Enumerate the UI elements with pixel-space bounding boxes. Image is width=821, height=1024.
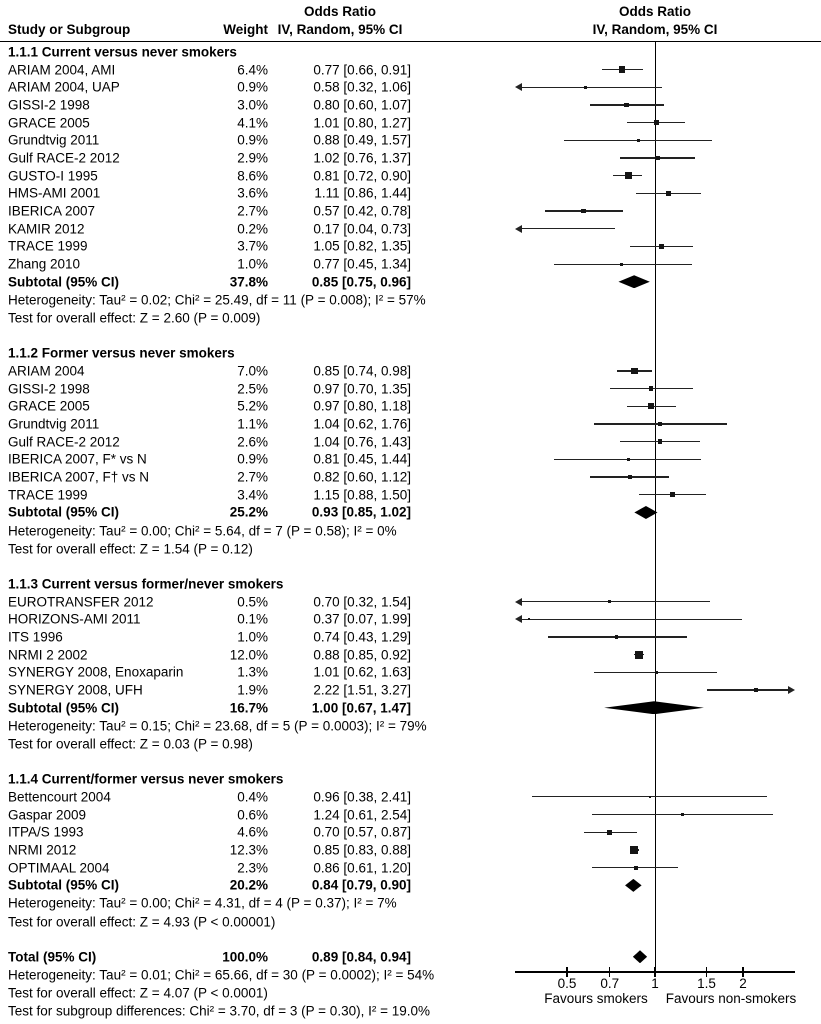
effect-estimate-marker [584, 86, 587, 89]
axis-tick-label: 0.5 [557, 975, 577, 991]
effect-estimate-marker [658, 422, 661, 425]
study-name: IBERICA 2007, F* vs N [8, 451, 147, 467]
study-weight: 1.1% [237, 416, 268, 432]
study-weight: 12.3% [229, 842, 268, 858]
study-name: GRACE 2005 [8, 398, 90, 414]
study-name: ITS 1996 [8, 629, 63, 645]
effect-estimate-marker [681, 813, 684, 816]
col-header-weight: Weight [223, 22, 268, 37]
subtotal-weight: 20.2% [229, 877, 268, 893]
study-name: SYNERGY 2008, Enoxaparin [8, 664, 184, 680]
study-weight: 3.6% [237, 185, 268, 201]
heterogeneity-row [0, 717, 821, 736]
effect-estimate-marker [619, 66, 625, 72]
study-name: KAMIR 2012 [8, 221, 85, 237]
study-weight: 0.9% [237, 132, 268, 148]
effect-estimate-marker [528, 618, 530, 620]
study-row [0, 806, 821, 824]
subtotal-ci: 0.93 [0.85, 1.02] [311, 504, 411, 520]
section-heading: 1.1.4 Current/former versus never smokers [8, 771, 284, 787]
study-row [0, 681, 821, 699]
col-header-study: Study or Subgroup [8, 22, 131, 37]
study-row [0, 96, 821, 114]
study-row [0, 646, 821, 664]
study-ci: 0.80 [0.60, 1.07] [313, 97, 411, 113]
study-ci: 1.02 [0.76, 1.37] [313, 150, 411, 166]
subtotal-row [0, 699, 821, 717]
section-heading-row [0, 43, 821, 61]
effect-estimate-marker [658, 439, 662, 443]
effect-estimate-marker [659, 244, 664, 249]
study-name: Grundtvig 2011 [8, 132, 100, 148]
study-weight: 1.0% [237, 256, 268, 272]
study-weight: 2.5% [237, 381, 268, 397]
subtotal-weight: 25.2% [229, 504, 268, 520]
effect-estimate-marker [627, 458, 630, 461]
subtotal-row [0, 273, 821, 291]
axis-tick-label: 2 [739, 975, 747, 991]
section-gap [0, 753, 821, 771]
study-row [0, 255, 821, 273]
section-heading: 1.1.1 Current versus never smokers [8, 44, 237, 60]
col-header-ci-left: IV, Random, 95% CI [277, 22, 403, 37]
study-row [0, 593, 821, 611]
study-weight: 4.6% [237, 824, 268, 840]
study-row [0, 220, 821, 238]
section-gap [0, 327, 821, 345]
total-label: Total (95% CI) [8, 949, 97, 965]
heterogeneity-note: Heterogeneity: Tau² = 0.15; Chi² = 23.68, df = 5 (P = 0.0003); I² = 79% [8, 718, 427, 734]
study-name: HORIZONS-AMI 2011 [8, 611, 141, 627]
study-row [0, 451, 821, 469]
study-ci: 1.01 [0.80, 1.27] [313, 115, 411, 131]
heterogeneity-note: Heterogeneity: Tau² = 0.02; Chi² = 25.49, df = 11 (P = 0.008); I² = 57% [8, 292, 426, 308]
study-ci: 0.86 [0.61, 1.20] [313, 860, 411, 876]
total-weight: 100.0% [222, 949, 268, 965]
ci-arrow-left [515, 225, 522, 233]
subtotal-diamond [625, 879, 642, 892]
study-weight: 1.0% [237, 629, 268, 645]
study-row [0, 628, 821, 646]
study-row [0, 664, 821, 682]
overall-effect-row [0, 735, 821, 753]
study-row [0, 823, 821, 841]
study-row [0, 238, 821, 256]
total-heterogeneity-row [0, 966, 821, 985]
heterogeneity-note: Heterogeneity: Tau² = 0.00; Chi² = 5.64, df = 7 (P = 0.58); I² = 0% [8, 523, 397, 539]
study-ci: 0.96 [0.38, 2.41] [313, 789, 411, 805]
study-ci: 0.85 [0.74, 0.98] [313, 363, 411, 379]
study-ci: 1.11 [0.86, 1.44] [314, 185, 411, 201]
study-row [0, 841, 821, 859]
study-ci: 1.05 [0.82, 1.35] [313, 238, 411, 254]
study-row [0, 610, 821, 628]
favours-smokers-label: Favours smokers [544, 991, 648, 1006]
effect-estimate-marker [655, 156, 660, 161]
study-name: Gulf RACE-2 2012 [8, 150, 120, 166]
effect-estimate-marker [634, 866, 638, 870]
subtotal-diamond [604, 701, 704, 714]
effect-estimate-marker [648, 403, 654, 409]
ci-arrow-left [515, 598, 522, 606]
heterogeneity-note: Heterogeneity: Tau² = 0.00; Chi² = 4.31, df = 4 (P = 0.37); I² = 7% [8, 895, 397, 911]
overall-effect-note: Test for overall effect: Z = 1.54 (P = 0.12) [8, 541, 253, 557]
study-weight: 0.6% [237, 807, 268, 823]
study-ci: 1.24 [0.61, 2.54] [313, 807, 411, 823]
study-row [0, 397, 821, 415]
study-name: IBERICA 2007, F† vs N [8, 469, 150, 485]
study-name: NRMI 2012 [8, 842, 77, 858]
subtotal-ci: 0.84 [0.79, 0.90] [311, 877, 411, 893]
study-name: IBERICA 2007 [8, 203, 96, 219]
ci-line [522, 87, 662, 88]
study-weight: 0.2% [237, 221, 268, 237]
study-name: TRACE 1999 [8, 238, 88, 254]
plot-header-ci: IV, Random, 95% CI [592, 22, 718, 37]
col-header-odds-ratio-left: Odds Ratio [303, 4, 376, 19]
section-heading: 1.1.2 Former versus never smokers [8, 345, 235, 361]
effect-estimate-marker [607, 830, 612, 835]
study-weight: 8.6% [237, 168, 268, 184]
study-name: GRACE 2005 [8, 115, 90, 131]
total-diamond [633, 950, 647, 963]
study-ci: 0.77 [0.66, 0.91] [313, 62, 411, 78]
effect-estimate-marker [637, 139, 640, 142]
overall-effect-note: Test for overall effect: Z = 4.07 (P < 0.0001) [8, 985, 268, 1001]
ci-arrow-right [788, 686, 795, 694]
study-weight: 2.7% [237, 469, 268, 485]
effect-estimate-marker [631, 368, 637, 374]
section-heading-row [0, 344, 821, 362]
subtotal-weight: 16.7% [229, 700, 268, 716]
section-heading-row [0, 575, 821, 593]
overall-effect-note: Test for overall effect: Z = 2.60 (P = 0.009) [8, 310, 261, 326]
study-row [0, 114, 821, 132]
study-ci: 0.97 [0.70, 1.35] [313, 381, 411, 397]
study-row [0, 78, 821, 96]
subtotal-label: Subtotal (95% CI) [8, 877, 120, 893]
ci-line [522, 228, 615, 229]
favours-non-smokers-label: Favours non-smokers [665, 991, 797, 1006]
study-row [0, 167, 821, 185]
study-name: TRACE 1999 [8, 487, 88, 503]
subgroup-differences-note: Test for subgroup differences: Chi² = 3.70, df = 3 (P = 0.30), I² = 19.0% [8, 1003, 430, 1019]
overall-effect-note: Test for overall effect: Z = 0.03 (P = 0.98) [8, 736, 253, 752]
effect-estimate-marker [581, 209, 585, 213]
overall-effect-row [0, 309, 821, 327]
ci-line [522, 601, 710, 602]
study-row [0, 486, 821, 504]
study-ci: 0.37 [0.07, 1.99] [313, 611, 411, 627]
effect-estimate-marker [655, 671, 658, 674]
study-row [0, 202, 821, 220]
study-name: GISSI-2 1998 [8, 381, 90, 397]
study-name: Zhang 2010 [8, 256, 81, 272]
ci-line [522, 619, 742, 620]
study-ci: 0.58 [0.32, 1.06] [313, 79, 411, 95]
study-weight: 6.4% [237, 62, 268, 78]
study-ci: 1.01 [0.62, 1.63] [313, 664, 411, 680]
effect-estimate-marker [635, 651, 643, 659]
effect-estimate-marker [624, 103, 629, 108]
study-name: ITPA/S 1993 [8, 824, 84, 840]
subtotal-label: Subtotal (95% CI) [8, 700, 120, 716]
effect-estimate-marker [625, 172, 632, 179]
subtotal-label: Subtotal (95% CI) [8, 504, 120, 520]
study-weight: 12.0% [229, 647, 268, 663]
study-row [0, 859, 821, 877]
effect-estimate-marker [608, 600, 611, 603]
overall-effect-note: Test for overall effect: Z = 4.93 (P < 0.00001) [8, 914, 276, 930]
study-row [0, 415, 821, 433]
study-ci: 0.88 [0.85, 0.92] [313, 647, 411, 663]
subtotal-weight: 37.8% [229, 274, 268, 290]
header-divider [0, 41, 821, 43]
study-name: EUROTRANSFER 2012 [8, 594, 154, 610]
study-name: GISSI-2 1998 [8, 97, 90, 113]
effect-estimate-marker [615, 635, 618, 638]
subtotal-label: Subtotal (95% CI) [8, 274, 120, 290]
study-name: OPTIMAAL 2004 [8, 860, 110, 876]
study-weight: 7.0% [237, 363, 268, 379]
study-name: GUSTO-I 1995 [8, 168, 98, 184]
ci-arrow-left [515, 615, 522, 623]
section-heading-row [0, 770, 821, 788]
study-name: Grundtvig 2011 [8, 416, 100, 432]
subtotal-ci: 0.85 [0.75, 0.96] [311, 274, 411, 290]
study-weight: 3.4% [237, 487, 268, 503]
heterogeneity-row [0, 291, 821, 310]
study-name: Gaspar 2009 [8, 807, 87, 823]
axis-tick-label: 1.5 [697, 975, 716, 991]
study-name: ARIAM 2004, AMI [8, 62, 116, 78]
ci-line [707, 689, 788, 690]
heterogeneity-row [0, 521, 821, 540]
study-ci: 0.17 [0.04, 0.73] [313, 221, 411, 237]
ci-arrow-left [515, 83, 522, 91]
effect-estimate-marker [620, 263, 623, 266]
study-weight: 2.7% [237, 203, 268, 219]
rows-container [0, 43, 821, 1020]
overall-effect-row [0, 913, 821, 931]
study-weight: 4.1% [237, 115, 268, 131]
study-weight: 0.5% [237, 594, 268, 610]
study-ci: 1.15 [0.88, 1.50] [313, 487, 411, 503]
study-row [0, 468, 821, 486]
study-name: ARIAM 2004, UAP [8, 79, 120, 95]
study-ci: 0.57 [0.42, 0.78] [313, 203, 411, 219]
study-row [0, 61, 821, 79]
study-ci: 0.81 [0.45, 1.44] [313, 451, 411, 467]
subtotal-diamond [634, 506, 657, 519]
study-weight: 0.4% [237, 789, 268, 805]
total-overall-effect-row [0, 984, 821, 1002]
study-ci: 0.85 [0.83, 0.88] [313, 842, 411, 858]
study-weight: 2.9% [237, 150, 268, 166]
study-weight: 3.7% [237, 238, 268, 254]
study-name: HMS-AMI 2001 [8, 185, 101, 201]
study-weight: 1.9% [237, 682, 268, 698]
subtotal-ci: 1.00 [0.67, 1.47] [311, 700, 411, 716]
study-ci: 0.82 [0.60, 1.12] [313, 469, 411, 485]
effect-estimate-marker [654, 120, 659, 125]
study-name: Bettencourt 2004 [8, 789, 111, 805]
subtotal-diamond [618, 275, 649, 288]
study-name: NRMI 2 2002 [8, 647, 88, 663]
study-row [0, 380, 821, 398]
study-weight: 0.9% [237, 79, 268, 95]
study-weight: 5.2% [237, 398, 268, 414]
plot-header-odds-ratio: Odds Ratio [618, 4, 691, 19]
total-ci: 0.89 [0.84, 0.94] [311, 949, 411, 965]
study-name: ARIAM 2004 [8, 363, 85, 379]
study-weight: 1.3% [237, 664, 268, 680]
axis-tick-label: 0.7 [600, 975, 620, 991]
study-name: Gulf RACE-2 2012 [8, 434, 120, 450]
study-weight: 2.6% [237, 434, 268, 450]
subtotal-row [0, 876, 821, 894]
total-row [0, 948, 821, 966]
study-ci: 0.70 [0.57, 0.87] [313, 824, 411, 840]
study-row [0, 362, 821, 380]
effect-estimate-marker [628, 475, 632, 479]
effect-estimate-marker [649, 796, 651, 798]
effect-estimate-marker [630, 846, 638, 854]
effect-estimate-marker [666, 191, 671, 196]
subgroup-differences-row [0, 1002, 821, 1020]
study-weight: 0.9% [237, 451, 268, 467]
study-name: SYNERGY 2008, UFH [8, 682, 143, 698]
effect-estimate-marker [670, 492, 675, 497]
heterogeneity-note: Heterogeneity: Tau² = 0.01; Chi² = 65.66, df = 30 (P = 0.0002); I² = 54% [8, 967, 435, 983]
effect-estimate-marker [754, 688, 758, 692]
section-gap [0, 930, 821, 948]
study-ci: 1.04 [0.76, 1.43] [313, 434, 411, 450]
study-ci: 0.97 [0.80, 1.18] [313, 398, 411, 414]
overall-effect-row [0, 540, 821, 558]
study-row [0, 788, 821, 806]
study-ci: 0.81 [0.72, 0.90] [313, 168, 411, 184]
study-weight: 0.1% [237, 611, 268, 627]
effect-estimate-marker [649, 386, 653, 390]
study-ci: 0.77 [0.45, 1.34] [313, 256, 411, 272]
section-heading: 1.1.3 Current versus former/never smokers [8, 576, 284, 592]
study-weight: 3.0% [237, 97, 268, 113]
heterogeneity-row [0, 894, 821, 913]
study-row [0, 149, 821, 167]
study-row [0, 185, 821, 203]
study-ci: 1.04 [0.62, 1.76] [313, 416, 411, 432]
axis-tick-label: 1 [651, 975, 659, 991]
study-weight: 2.3% [237, 860, 268, 876]
study-ci: 2.22 [1.51, 3.27] [313, 682, 411, 698]
section-gap [0, 558, 821, 576]
study-ci: 0.70 [0.32, 1.54] [313, 594, 411, 610]
study-ci: 0.74 [0.43, 1.29] [313, 629, 411, 645]
study-row [0, 433, 821, 451]
study-row [0, 131, 821, 149]
study-ci: 0.88 [0.49, 1.57] [313, 132, 411, 148]
subtotal-row [0, 504, 821, 522]
